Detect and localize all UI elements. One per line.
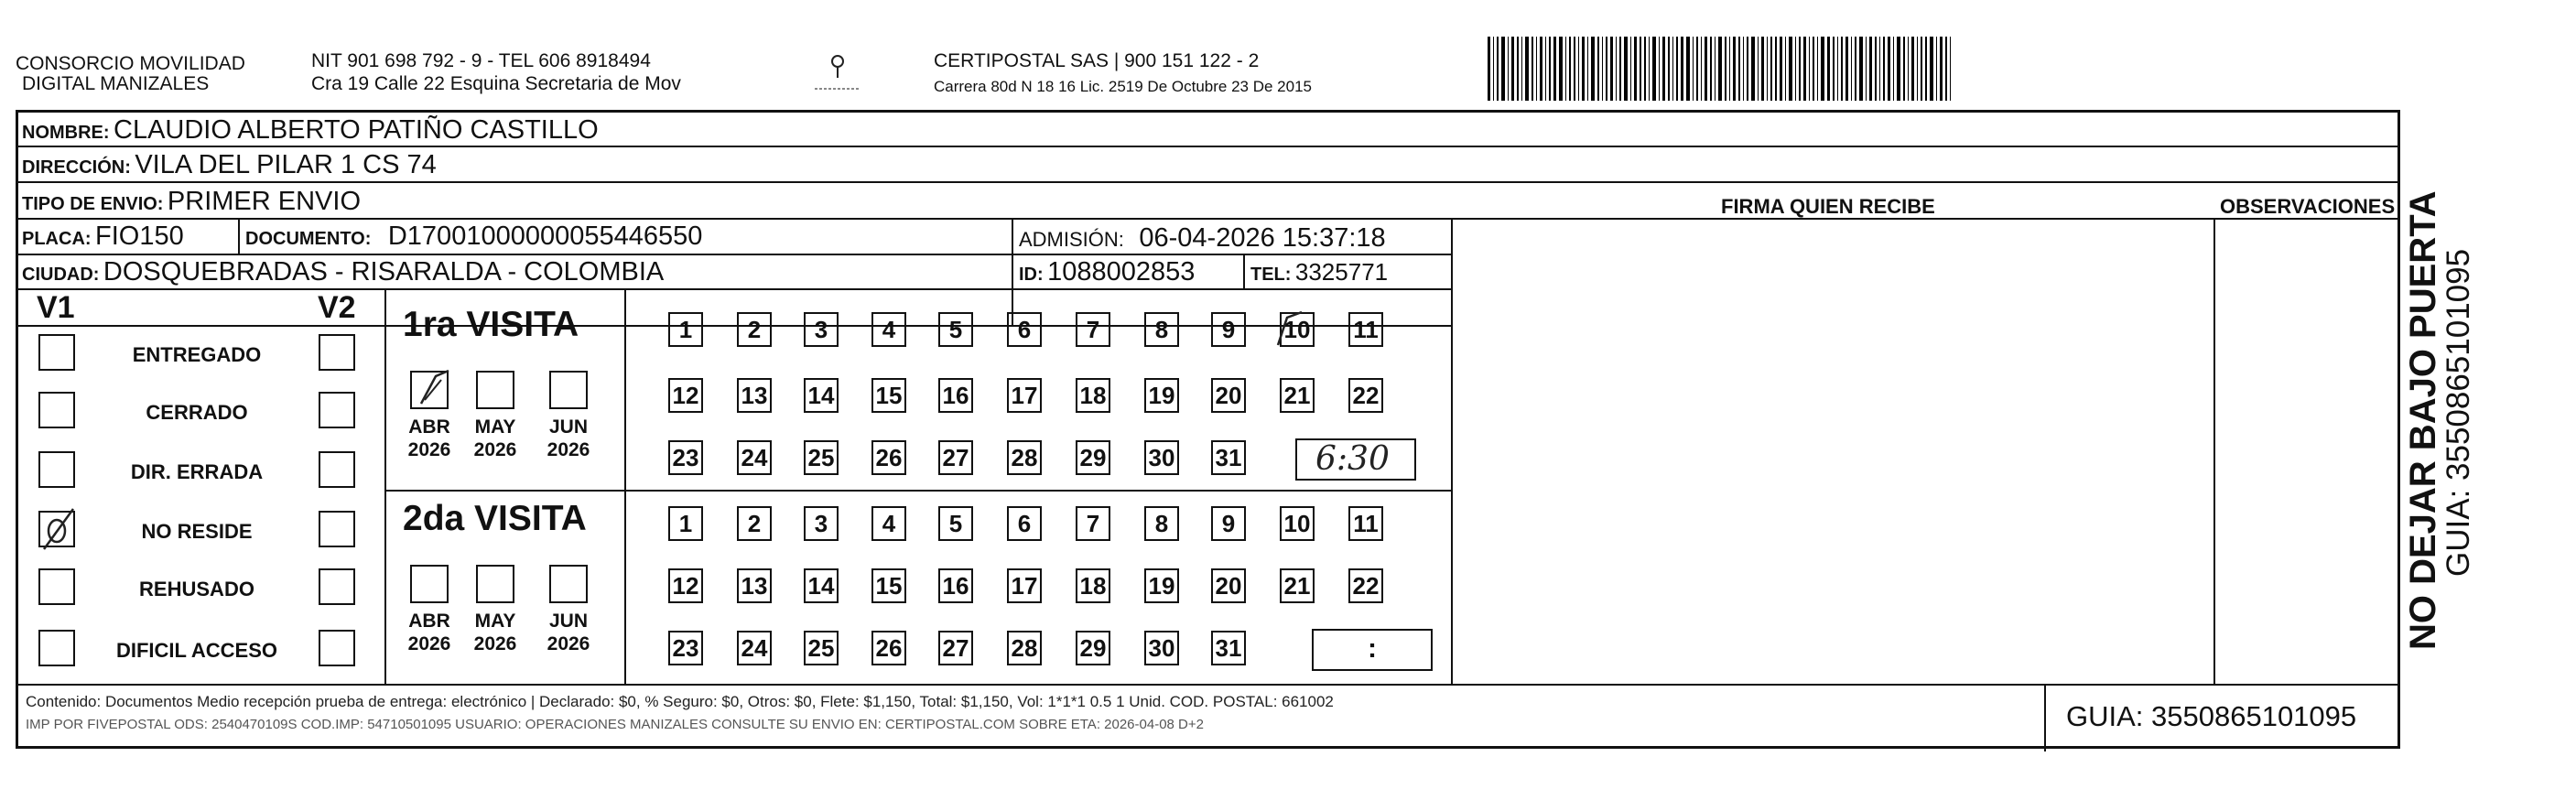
barcode-bar [1855, 37, 1856, 101]
v2-checkbox-cerrado[interactable] [319, 392, 355, 428]
barcode-bar [1758, 37, 1759, 101]
first-visit-day-23[interactable]: 23 [668, 440, 703, 475]
barcode-bar [1511, 37, 1514, 101]
no-dejar-bajo-puerta: NO DEJAR BAJO PUERTA [2403, 190, 2443, 650]
year-label: 2026 [473, 633, 517, 654]
barcode-bar [1817, 37, 1818, 101]
direccion-value: VILA DEL PILAR 1 CS 74 [135, 150, 437, 179]
second-visit-day-22[interactable]: 22 [1348, 568, 1383, 603]
barcode-bar [1681, 37, 1683, 101]
carrier-line1: CERTIPOSTAL SAS | 900 151 122 - 2 [934, 50, 1260, 71]
second-visit-day-27[interactable]: 27 [938, 631, 973, 665]
second-visit-time-box[interactable] [1312, 629, 1433, 671]
month-label: MAY [474, 611, 516, 632]
barcode-bar [1908, 37, 1909, 101]
second-visit-day-2[interactable]: 2 [737, 506, 772, 541]
direccion-label: DIRECCIÓN: [22, 157, 131, 178]
footer-content-line: Contenido: Documentos Medio recepción prueba de entrega: electrónico | Declarado: $0, % Seguro: $0, Otros: $0, Flete: $1,150, Total: $1,150, Vol: 1*1*1 0.5 1 Unid. COD. POSTAL: 661002 [26, 693, 1334, 710]
second-visit-day-21[interactable]: 21 [1280, 568, 1315, 603]
barcode-bar [1644, 37, 1646, 101]
barcode-bar [1508, 37, 1509, 101]
barcode-bar [1602, 37, 1603, 101]
second-visit-day-10[interactable]: 10 [1280, 506, 1315, 541]
second-visit-day-29[interactable]: 29 [1076, 631, 1110, 665]
barcode-bar [1866, 37, 1867, 101]
month-label: JUN [548, 416, 588, 438]
first-visit-day-30[interactable]: 30 [1144, 440, 1179, 475]
first-visit-day-10[interactable]: 10 [1280, 312, 1315, 347]
first-visit-day-13[interactable]: 13 [737, 378, 772, 413]
barcode-bar [1582, 37, 1585, 101]
second-visit-day-20[interactable]: 20 [1211, 568, 1246, 603]
second-visit-day-14[interactable]: 14 [804, 568, 839, 603]
second-visit-day-24[interactable]: 24 [737, 631, 772, 665]
status-label-dificil-acceso: DIFICIL ACCESO [115, 639, 278, 662]
barcode-bar [1574, 37, 1575, 101]
barcode-bar [1501, 37, 1505, 101]
second-visit-day-15[interactable]: 15 [871, 568, 906, 603]
v2-checkbox-entregado[interactable] [319, 334, 355, 371]
v1-checkbox-entregado[interactable] [38, 334, 75, 371]
barcode-bar [1540, 37, 1542, 101]
second-visit-title: 2da VISITA [403, 499, 587, 538]
address-line: Cra 19 Calle 22 Esquina Secretaria de Mov [311, 73, 681, 94]
month-label: ABR [408, 416, 450, 438]
second-visit-day-11[interactable]: 11 [1348, 506, 1383, 541]
barcode-bar [1911, 37, 1914, 101]
second-visit-day-8[interactable]: 8 [1144, 506, 1179, 541]
placa-label: PLACA: [22, 229, 92, 249]
first-visit-day-25[interactable]: 25 [804, 440, 839, 475]
firma-header: FIRMA QUIEN RECIBE [1721, 195, 1935, 218]
barcode-bar [1525, 37, 1529, 101]
barcode-bar [1630, 37, 1631, 101]
first-visit-day-6[interactable]: 6 [1007, 312, 1042, 347]
barcode-bar [1903, 37, 1905, 101]
barcode-bar [1488, 37, 1490, 101]
v1-checkbox-rehusado[interactable] [38, 568, 75, 605]
barcode-bar [1565, 37, 1566, 101]
barcode-bar [1715, 37, 1716, 101]
barcode-bar [1610, 37, 1613, 101]
barcode-bar [1672, 37, 1673, 101]
first-visit-day-21[interactable]: 21 [1280, 378, 1315, 413]
v2-checkbox-rehusado[interactable] [319, 568, 355, 605]
tel-row [1250, 256, 1388, 292]
admision-value: 06-04-2026 15:37:18 [1139, 223, 1386, 253]
barcode-bar [1809, 37, 1810, 101]
barcode-bar [1517, 37, 1519, 101]
status-label-no-reside: NO RESIDE [141, 520, 253, 543]
v1-checkbox-cerrado[interactable] [38, 392, 75, 428]
admision-label: ADMISIÓN: [1019, 228, 1124, 251]
barcode-bar [1578, 37, 1579, 101]
first-visit-day-3[interactable]: 3 [804, 312, 839, 347]
second-visit-day-3[interactable]: 3 [804, 506, 839, 541]
barcode-bar [1869, 37, 1872, 101]
barcode-bar [1718, 37, 1722, 101]
second-visit-day-16[interactable]: 16 [938, 568, 973, 603]
tel-label: TEL: [1250, 265, 1292, 285]
tipo-envio-label: TIPO DE ENVIO: [22, 194, 164, 214]
barcode-bar [1738, 37, 1740, 101]
first-visit-day-27[interactable]: 27 [938, 440, 973, 475]
barcode-bar [1532, 37, 1533, 101]
first-visit-day-18[interactable]: 18 [1076, 378, 1110, 413]
barcode-bar [1883, 37, 1885, 101]
month-box-jun[interactable] [549, 565, 588, 603]
year-label: 2026 [407, 439, 451, 460]
status-label-rehusado: REHUSADO [139, 578, 254, 600]
v2-checkbox-no-reside[interactable] [319, 511, 355, 547]
barcode-bar [1597, 37, 1599, 101]
barcode-bar [1936, 37, 1937, 101]
nombre-row [22, 114, 599, 150]
second-visit-day-9[interactable]: 9 [1211, 506, 1246, 541]
certipostal-logo-icon [806, 50, 870, 96]
first-visit-day-1[interactable]: 1 [668, 312, 703, 347]
first-visit-day-17[interactable]: 17 [1007, 378, 1042, 413]
barcode-bar [1833, 37, 1835, 101]
barcode-bar [1606, 37, 1607, 101]
barcode-bar [1743, 37, 1744, 101]
v1-checkbox-no-reside[interactable] [38, 511, 75, 547]
first-visit-day-22[interactable]: 22 [1348, 378, 1383, 413]
barcode-bar [1659, 37, 1660, 101]
barcode-bar [1545, 37, 1546, 101]
barcode-bar [1841, 37, 1843, 101]
second-visit-day-30[interactable]: 30 [1144, 631, 1179, 665]
barcode-bar [1837, 37, 1838, 101]
second-visit-day-19[interactable]: 19 [1144, 568, 1179, 603]
barcode-bar [1662, 37, 1665, 101]
second-visit-day-18[interactable]: 18 [1076, 568, 1110, 603]
barcode-bar [1803, 37, 1806, 101]
barcode-bar [1917, 37, 1918, 101]
barcode-bar [1553, 37, 1556, 101]
checkmark-icon [37, 503, 82, 559]
barcode-bar [1624, 37, 1628, 101]
company-name-line2: DIGITAL MANIZALES [22, 73, 210, 94]
barcode-bar [1649, 37, 1650, 101]
direccion-row [22, 149, 437, 185]
placa-value: FIO150 [95, 222, 184, 251]
barcode-bar [1569, 37, 1571, 101]
barcode-bar [1710, 37, 1712, 101]
barcode-bar [1747, 37, 1748, 101]
first-visit-day-7[interactable]: 7 [1076, 312, 1110, 347]
barcode-bar [1775, 37, 1777, 101]
barcode-bar [1845, 37, 1848, 101]
second-visit-day-28[interactable]: 28 [1007, 631, 1042, 665]
barcode-bar [1696, 37, 1698, 101]
v1-header: V1 [37, 290, 75, 325]
barcode-bar [1827, 37, 1830, 101]
company-name-line1: CONSORCIO MOVILIDAD [16, 53, 245, 74]
admision-row [1019, 222, 1386, 258]
first-visit-day-19[interactable]: 19 [1144, 378, 1179, 413]
status-label-dir-errada: DIR. ERRADA [130, 460, 264, 483]
first-visit-day-24[interactable]: 24 [737, 440, 772, 475]
v2-checkbox-dir-errada[interactable] [319, 451, 355, 488]
barcode-bar [1668, 37, 1670, 101]
tipo-envio-row [22, 186, 361, 222]
barcode-bar [1536, 37, 1537, 101]
barcode-icon [1488, 37, 2220, 101]
barcode-bar [1686, 37, 1690, 101]
barcode-bar [1893, 37, 1894, 101]
month-label: JUN [548, 611, 588, 632]
barcode-bar [1851, 37, 1852, 101]
second-visit-day-6[interactable]: 6 [1007, 506, 1042, 541]
second-visit-day-7[interactable]: 7 [1076, 506, 1110, 541]
year-label: 2026 [547, 439, 590, 460]
month-box-may[interactable] [476, 371, 514, 409]
barcode-bar [1640, 37, 1641, 101]
barcode-bar [1521, 37, 1522, 101]
barcode-bar [1693, 37, 1694, 101]
barcode-bar [1634, 37, 1637, 101]
second-visit-day-5[interactable]: 5 [938, 506, 973, 541]
first-visit-day-20[interactable]: 20 [1211, 378, 1246, 413]
barcode-bar [1559, 37, 1563, 101]
barcode-bar [1733, 37, 1736, 101]
checkmark-icon [408, 363, 460, 419]
first-visit-time-box[interactable] [1295, 438, 1416, 481]
month-box-may[interactable] [476, 565, 514, 603]
barcode-bar [1821, 37, 1824, 101]
barcode-bar [1859, 37, 1863, 101]
first-visit-day-11[interactable]: 11 [1348, 312, 1383, 347]
id-value: 1088002853 [1047, 257, 1196, 286]
month-label: MAY [474, 416, 516, 438]
side-guia: GUIA: 3550865101095 [2441, 248, 2476, 577]
barcode-bar [1879, 37, 1880, 101]
barcode-bar [1751, 37, 1755, 101]
first-visit-day-14[interactable]: 14 [804, 378, 839, 413]
id-label: ID: [1019, 265, 1044, 285]
first-visit-day-8[interactable]: 8 [1144, 312, 1179, 347]
first-visit-day-4[interactable]: 4 [871, 312, 906, 347]
barcode-bar [1780, 37, 1782, 101]
status-label-cerrado: CERRADO [146, 401, 248, 424]
first-visit-day-5[interactable]: 5 [938, 312, 973, 347]
first-visit-day-9[interactable]: 9 [1211, 312, 1246, 347]
second-visit-day-17[interactable]: 17 [1007, 568, 1042, 603]
first-visit-day-15[interactable]: 15 [871, 378, 906, 413]
checkmark-icon [1274, 308, 1311, 356]
barcode-bar [1729, 37, 1730, 101]
second-visit-day-4[interactable]: 4 [871, 506, 906, 541]
nombre-value: CLAUDIO ALBERTO PATIÑO CASTILLO [114, 115, 599, 145]
barcode-bar [1789, 37, 1792, 101]
second-visit-day-25[interactable]: 25 [804, 631, 839, 665]
first-visit-day-28[interactable]: 28 [1007, 440, 1042, 475]
barcode-bar [1767, 37, 1768, 101]
month-box-abr[interactable] [410, 565, 449, 603]
placa-row [22, 221, 184, 256]
barcode-bar [1591, 37, 1595, 101]
barcode-bar [1945, 37, 1947, 101]
barcode-bar [1888, 37, 1890, 101]
year-label: 2026 [473, 439, 517, 460]
barcode-bar [1785, 37, 1786, 101]
barcode-bar [1875, 37, 1877, 101]
barcode-bar [1549, 37, 1551, 101]
second-visit-day-31[interactable]: 31 [1211, 631, 1246, 665]
barcode-bar [1897, 37, 1900, 101]
month-label: ABR [408, 611, 450, 632]
nombre-label: NOMBRE: [22, 123, 110, 143]
barcode-bar [1950, 37, 1951, 101]
nit-line: NIT 901 698 792 - 9 - TEL 606 8918494 [311, 50, 651, 71]
first-visit-day-26[interactable]: 26 [871, 440, 906, 475]
first-visit-day-12[interactable]: 12 [668, 378, 703, 413]
ciudad-value: DOSQUEBRADAS - RISARALDA - COLOMBIA [103, 257, 665, 286]
barcode-bar [1619, 37, 1621, 101]
first-visit-day-2[interactable]: 2 [737, 312, 772, 347]
first-visit-time: 6:30 [1315, 440, 1390, 478]
barcode-bar [1725, 37, 1726, 101]
second-visit-day-26[interactable]: 26 [871, 631, 906, 665]
documento-label: DOCUMENTO: [245, 229, 372, 249]
documento-value: D17001000000055446550 [387, 222, 703, 251]
second-visit-day-1[interactable]: 1 [668, 506, 703, 541]
year-label: 2026 [407, 633, 451, 654]
footer-guia: GUIA: 3550865101095 [2066, 700, 2357, 732]
tel-value: 3325771 [1294, 258, 1389, 286]
barcode-bar [1761, 37, 1764, 101]
first-visit-day-29[interactable]: 29 [1076, 440, 1110, 475]
second-visit-day-13[interactable]: 13 [737, 568, 772, 603]
barcode-bar [1705, 37, 1707, 101]
second-visit-day-12[interactable]: 12 [668, 568, 703, 603]
id-row [1019, 256, 1195, 292]
documento-row [245, 221, 702, 256]
year-label: 2026 [547, 633, 590, 654]
v2-header: V2 [318, 290, 356, 325]
observaciones-header: OBSERVACIONES [2220, 195, 2396, 218]
barcode-bar [1921, 37, 1922, 101]
barcode-bar [1770, 37, 1772, 101]
v1-checkbox-dificil-acceso[interactable] [38, 630, 75, 666]
v1-checkbox-dir-errada[interactable] [38, 451, 75, 488]
barcode-bar [1940, 37, 1943, 101]
month-box-abr[interactable] [410, 371, 449, 409]
first-visit-title: 1ra VISITA [403, 305, 579, 344]
barcode-bar [1652, 37, 1656, 101]
second-visit-time: : [1368, 633, 1377, 664]
ciudad-label: CIUDAD: [22, 265, 100, 285]
first-visit-day-31[interactable]: 31 [1211, 440, 1246, 475]
barcode-bar [1813, 37, 1814, 101]
second-visit-day-23[interactable]: 23 [668, 631, 703, 665]
ciudad-row [22, 256, 664, 292]
barcode-bar [1497, 37, 1499, 101]
barcode-bar [1930, 37, 1933, 101]
delivery-form [16, 110, 2400, 749]
carrier-line2: Carrera 80d N 18 16 Lic. 2519 De Octubre 23 De 2015 [934, 78, 1312, 95]
v2-checkbox-dificil-acceso[interactable] [319, 630, 355, 666]
barcode-bar [1701, 37, 1702, 101]
first-visit-day-16[interactable]: 16 [938, 378, 973, 413]
tipo-envio-value: PRIMER ENVIO [167, 187, 362, 216]
barcode-bar [1795, 37, 1796, 101]
status-label-entregado: ENTREGADO [132, 343, 262, 366]
barcode-bar [1587, 37, 1588, 101]
barcode-bar [1676, 37, 1678, 101]
barcode-bar [1616, 37, 1617, 101]
barcode-bar [1799, 37, 1801, 101]
footer-print-line: IMP POR FIVEPOSTAL ODS: 2540470109S COD.IMP: 54710501095 USUARIO: OPERACIONES MANIZALES CONSULTE SU ENVIO EN: CERTIPOSTAL.COM SOBRE ETA: 2026-04-08 D+2 [26, 717, 1204, 732]
barcode-bar [1925, 37, 1927, 101]
barcode-bar [1493, 37, 1494, 101]
month-box-jun[interactable] [549, 371, 588, 409]
